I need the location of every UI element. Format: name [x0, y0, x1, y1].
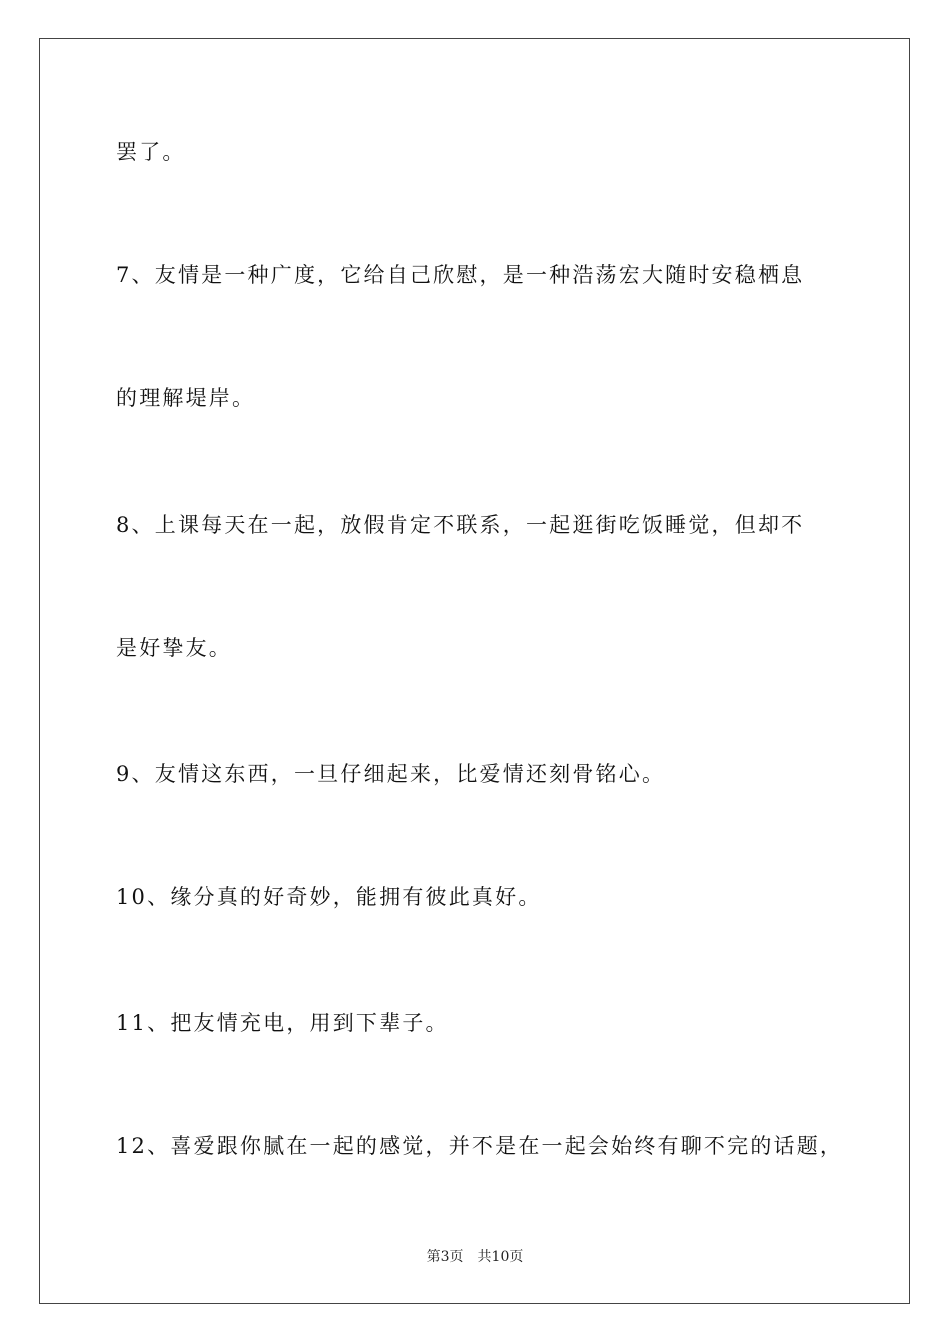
text-line: 11、把友情充电，用到下辈子。	[116, 1011, 449, 1035]
text-line: 12、喜爱跟你腻在一起的感觉，并不是在一起会始终有聊不完的话题，	[116, 1134, 844, 1158]
text-line: 8、上课每天在一起，放假肯定不联系，一起逛街吃饭睡觉，但却不	[116, 513, 805, 537]
text-line: 10、缘分真的好奇妙，能拥有彼此真好。	[116, 885, 542, 909]
text-line: 罢了。	[116, 140, 186, 164]
page-border	[39, 38, 910, 1304]
text-line: 9、友情这东西，一旦仔细起来，比爱情还刻骨铭心。	[116, 762, 666, 786]
page-number-footer: 第3页 共10页	[426, 1249, 524, 1265]
text-line: 的理解堤岸。	[116, 386, 256, 410]
text-line: 是好挚友。	[116, 636, 232, 660]
text-line: 7、友情是一种广度，它给自己欣慰，是一种浩荡宏大随时安稳栖息	[116, 263, 805, 287]
